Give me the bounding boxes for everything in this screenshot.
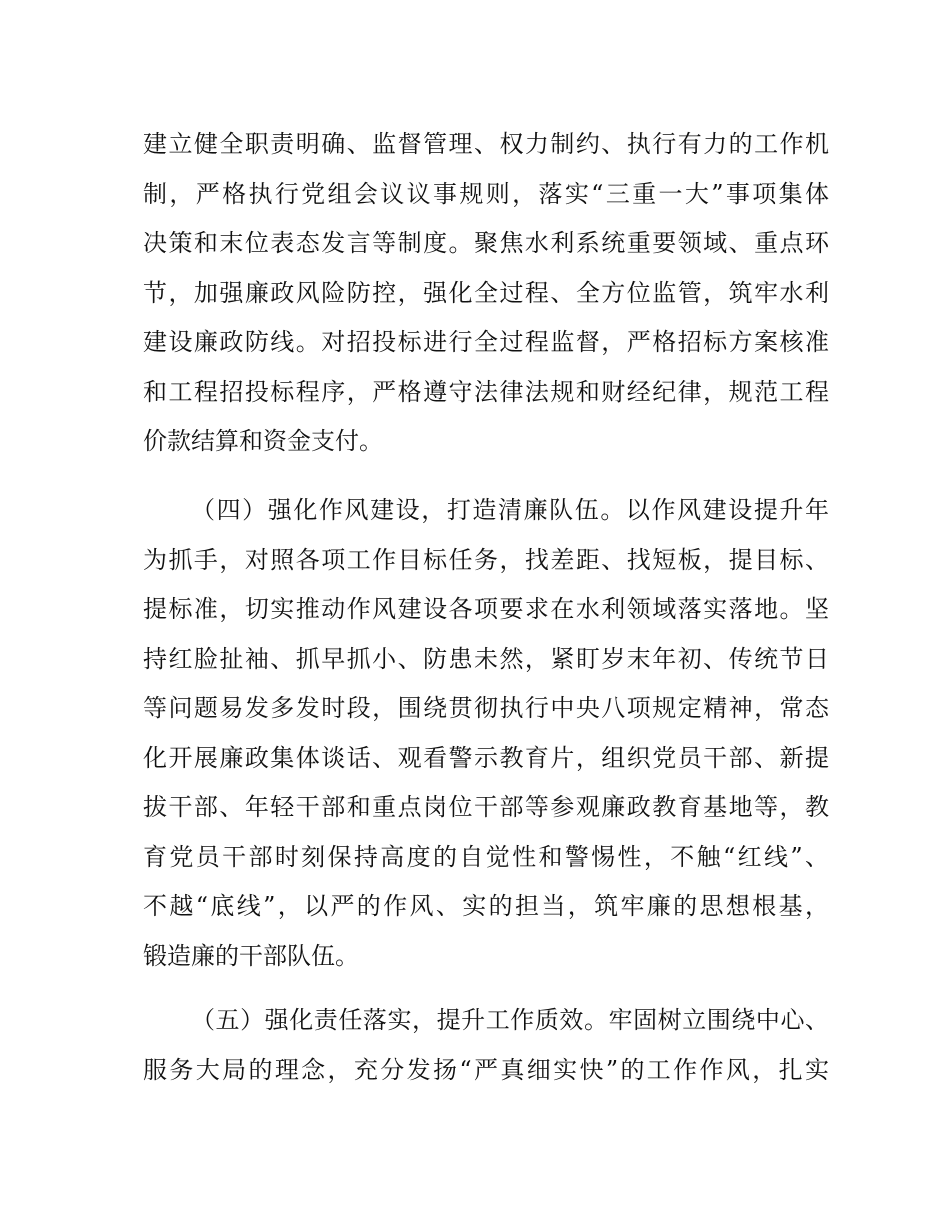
text-line: 锻造廉的干部队伍。 <box>143 941 359 970</box>
text-line: 制，严格执行党组会议议事规则，落实“三重一大”事项集体 <box>143 179 829 208</box>
text-line: 建立健全职责明确、监督管理、权力制约、执行有力的工作机 <box>143 130 829 158</box>
text-line: 价款结算和资金支付。 <box>143 427 383 455</box>
text-line: 不越“底线”，以严的作风、实的担当，筑牢廉的思想根基， <box>143 892 829 920</box>
text-line: 拔干部、年轻干部和重点岗位干部等参观廉政教育基地等，教 <box>143 793 829 821</box>
section-heading-line: （四）强化作风建设，打造清廉队伍。以作风建设提升年 <box>191 496 829 524</box>
text-line: 化开展廉政集体谈话、观看警示教育片，组织党员干部、新提 <box>143 743 829 772</box>
text-line: 建设廉政防线。对招投标进行全过程监督，严格招标方案核准 <box>143 328 829 356</box>
text-line: 节，加强廉政风险防控，强化全过程、全方位监管，筑牢水利 <box>143 278 829 307</box>
paragraph-section-five <box>143 996 829 1095</box>
text-line: 服务大局的理念，充分发扬“严真细实快”的工作作风，扎实 <box>143 1055 829 1084</box>
section-heading-line: （五）强化责任落实，提升工作质效。牢固树立围绕中心、 <box>191 1006 829 1034</box>
text-line: 为抓手，对照各项工作目标任务，找差距、找短板，提目标、 <box>143 545 829 574</box>
text-line: 决策和末位表态发言等制度。聚焦水利系统重要领域、重点环 <box>143 229 829 257</box>
text-line: 育党员干部时刻保持高度的自觉性和警惕性，不触“红线”、 <box>143 842 829 871</box>
text-line: 等问题易发多发时段，围绕贯彻执行中央八项规定精神，常态 <box>143 694 829 722</box>
text-line: 和工程招投标程序，严格遵守法律法规和财经纪律，规范工程 <box>143 377 829 406</box>
text-line: 持红脸扯袖、抓早抓小、防患未然，紧盯岁末年初、传统节日 <box>143 644 829 673</box>
text-line: 提标准，切实推动作风建设各项要求在水利领域落实落地。坚 <box>143 595 829 623</box>
paragraph-section-four <box>143 486 829 981</box>
paragraph-supervision-mechanism <box>143 120 829 467</box>
